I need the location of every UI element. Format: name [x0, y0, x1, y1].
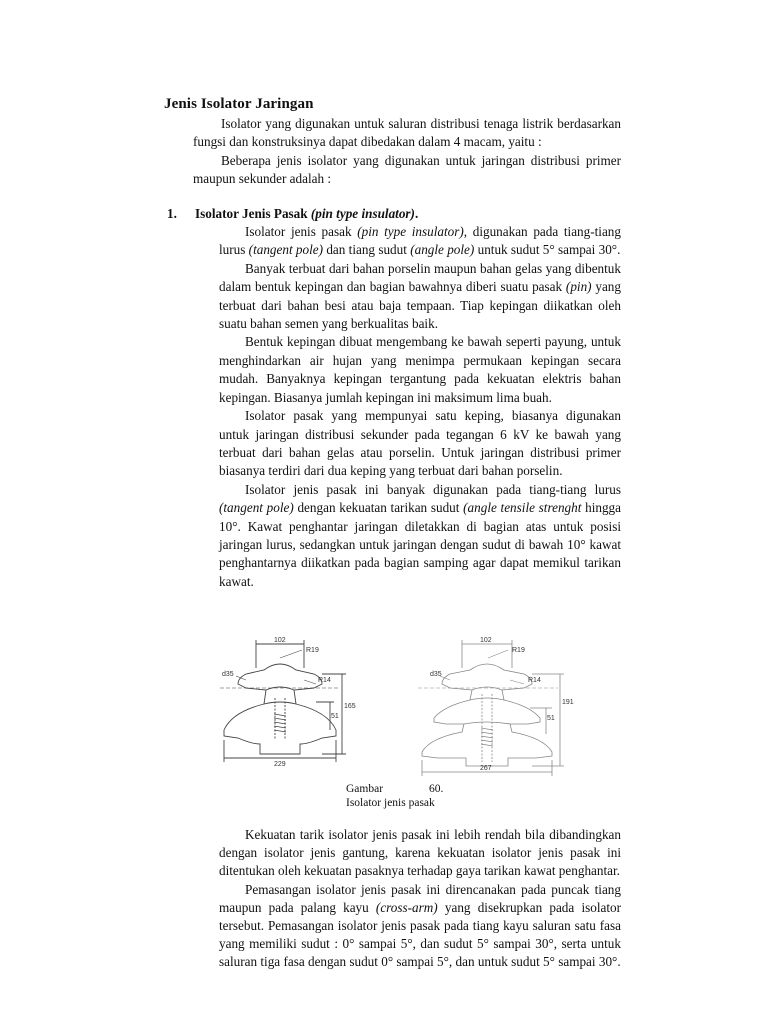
dim-height-pin-left: 51	[331, 713, 339, 720]
subsection-body	[219, 223, 621, 591]
paragraph-strength: Kekuatan tarik isolator jenis pasak ini lebih rendah bila dibandingkan dengan isolator jenis gantung, karena kekuatan isolator jenis pasak ini ditentukan oleh kekuatan pasaknya terhadap gaya tarikan kawat penghantar.	[219, 827, 621, 879]
paragraph-material: Banyak terbuat dari bahan porselin maupun bahan gelas yang dibentuk dalam bentuk kepingan dan bagian bawahnya diberi suatu pasak (pin) yang terbuat dari bahan besi atau baja tempaan. Tiap kepingan diikatkan oleh suatu bahan semen yang berkualitas baik.	[219, 260, 621, 332]
dim-height-total-left: 165	[344, 703, 356, 710]
paragraph-installation: Pemasangan isolator jenis pasak ini direncanakan pada puncak tiang maupun pada palang kayu (cross-arm) yang disekrupkan pada isolator tersebut. Pemasangan isolator jenis pasak pada tiang kayu saluran satu fasa yang memiliki sudut : 0° sampai 5°, dan sudut 5° sampai 30°, serta untuk saluran tiga fasa dengan sudut 0° sampai 5°, dan untuk sudut 5° sampai 30°.	[219, 881, 621, 970]
insulator-drawing	[218, 628, 618, 778]
caption-title: Isolator jenis pasak	[346, 797, 435, 809]
paragraph-single-disc: Isolator pasak yang mempunyai satu keping, biasanya digunakan untuk jaringan distribusi sekunder pada tegangan 6 kV ke bawah yang terbuat dari bahan gelas atau porselin. Untuk jaringan distribusi primer biasanya terdiri dari dua keping yang terbuat dari bahan porselin.	[219, 408, 621, 479]
caption-number: 60.	[429, 783, 444, 795]
subsection-title	[167, 205, 621, 223]
body-text-after-figure	[219, 826, 621, 972]
insulator-drawing-left	[220, 640, 346, 762]
paragraph-shape: Bentuk kepingan dibuat mengembang ke bawah seperti payung, untuk menghindarkan air hujan yang menimpa permukaan kepingan secara mudah. Banyaknya kepingan tergantung pada kekuatan elektris bahan kepingan. Biasanya jumlah kepingan ini maksimum lima buah.	[219, 334, 621, 405]
dim-base-width-right: 267	[480, 765, 492, 772]
subsection-title-italic: (pin type insulator)	[310, 205, 415, 221]
dim-height-pin-right: 51	[547, 715, 555, 722]
dim-radius-left: R19	[306, 647, 319, 654]
subsection-number: 1.	[167, 205, 177, 221]
intro-paragraph-2: Beberapa jenis isolator yang digunakan untuk jaringan distribusi primer maupun sekunder adalah :	[193, 152, 621, 187]
paragraph-pin-usage: Isolator jenis pasak (pin type insulator), digunakan pada tiang-tiang lurus (tangent pole) dan tiang sudut (angle pole) untuk sudut 5° sampai 30°.	[219, 224, 621, 258]
caption-word: Gambar	[346, 783, 384, 795]
subsection-title-text: Isolator Jenis Pasak	[195, 205, 311, 221]
body-text	[167, 115, 621, 591]
dim-top-width-right: 102	[480, 637, 492, 644]
dim-neck-right: d35	[430, 671, 442, 678]
paragraph-usage: Isolator jenis pasak ini banyak digunakan pada tiang-tiang lurus (tangent pole) dengan kekuatan tarikan sudut (angle tensile strenght hingga 10°. Kawat penghantar jaringan diletakkan di bagian atas untuk posisi jaringan lurus, sedangkan untuk jaringan dengan sudut di bawah 10° kawat penghantarnya diikatkan pada bagian samping agar dapat memikul tarikan kawat.	[219, 481, 621, 589]
dim-top-width-left: 102	[274, 637, 286, 644]
insulator-drawing-right	[418, 640, 564, 776]
dim-shed-radius-right: R14	[528, 677, 541, 684]
dim-height-total-right: 191	[562, 699, 574, 706]
dim-radius-right: R19	[512, 647, 525, 654]
intro-paragraph-1: Isolator yang digunakan untuk saluran distribusi tenaga listrik berdasarkan fungsi dan konstruksinya dapat dibedakan dalam 4 macam, yaitu :	[193, 116, 621, 150]
dim-shed-radius-left: R14	[318, 677, 331, 684]
dim-base-width-left: 229	[274, 761, 286, 768]
dim-neck-left: d35	[222, 671, 234, 678]
subsection-title-end: .	[414, 205, 419, 221]
figure-caption	[346, 782, 443, 810]
section-heading: Jenis Isolator Jaringan	[164, 96, 314, 112]
